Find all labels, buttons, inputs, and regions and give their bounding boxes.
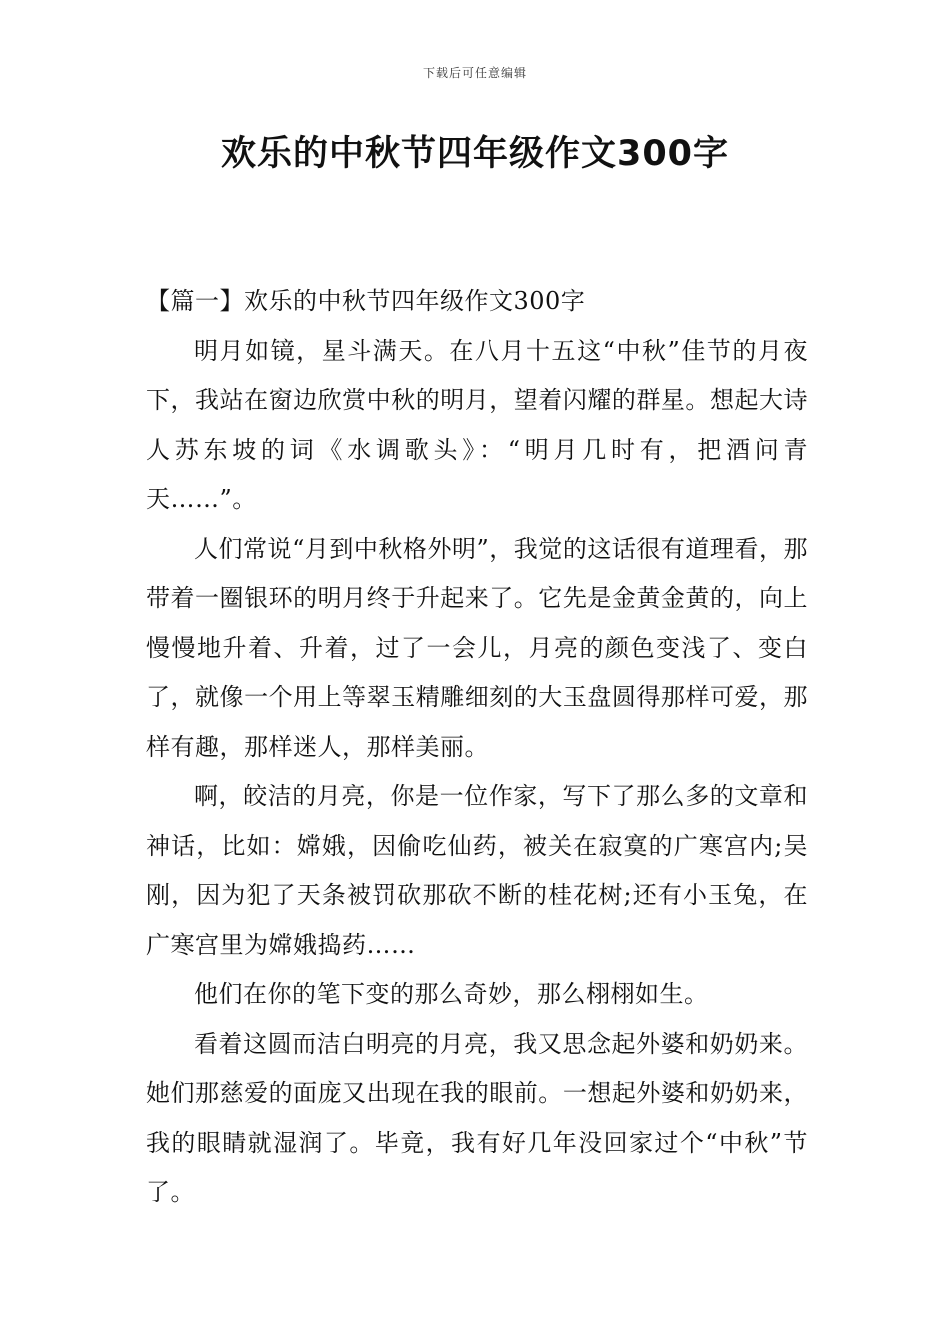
paragraph-4: 他们在你的笔下变的那么奇妙，那么栩栩如生。 [194, 980, 709, 1008]
paragraph-3: 啊，皎洁的月亮，你是一位作家，写下了那么多的文章和神话，比如：嫦娥，因偷吃仙药，被关在寂寞的广寒宫内;吴刚，因为犯了天条被罚砍那砍不断的桂花树;还有小玉兔，在广寒宫里为嫦娥捣药…… [146, 782, 808, 959]
paragraph-2: 人们常说“月到中秋格外明”，我觉的这话很有道理看，那带着一圈银环的明月终于升起来了。它先是金黄金黄的，向上慢慢地升着、升着，过了一会儿，月亮的颜色变浅了、变白了，就像一个用上等翠玉精雕细刻的大玉盘圆得那样可爱，那样有趣，那样迷人，那样美丽。 [146, 534, 808, 761]
paragraph-5: 看着这圆而洁白明亮的月亮，我又思念起外婆和奶奶来。她们那慈爱的面庞又出现在我的眼前。一想起外婆和奶奶来，我的眼睛就湿润了。毕竟，我有好几年没回家过个“中秋”节了。 [146, 1029, 808, 1206]
header-note: 下载后可任意编辑 [422, 66, 527, 80]
document-title: 欢乐的中秋节四年级作文300字 [220, 134, 730, 174]
section-heading: 【篇一】欢乐的中秋节四年级作文300字 [146, 287, 586, 315]
document-body [146, 277, 808, 1218]
paragraph-1: 明月如镜，星斗满天。在八月十五这“中秋”佳节的月夜下，我站在窗边欣赏中秋的明月，望着闪耀的群星。想起大诗人苏东坡的词《水调歌头》：“明月几时有，把酒问青天……”。 [146, 336, 808, 513]
